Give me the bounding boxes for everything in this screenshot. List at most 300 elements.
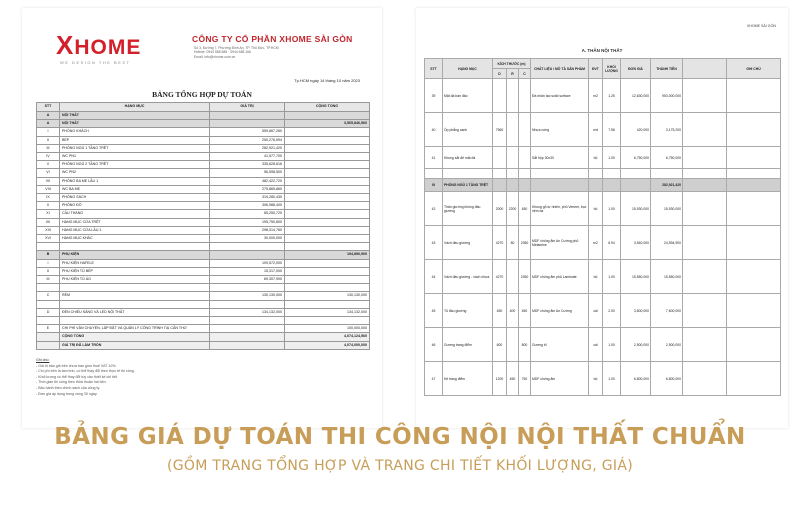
table-row <box>37 169 370 177</box>
cell-value <box>210 341 285 349</box>
note-line: - Chi phí trên là tạm tính, có thể thay đổi theo thực tế thi công. <box>36 369 135 374</box>
header-note: XHOME SÀI GÒN <box>746 24 776 28</box>
col-note: GHI CHÚ <box>727 59 781 79</box>
cell-d: 600 <box>493 328 507 362</box>
cell-c <box>519 79 531 113</box>
cell-amount: 282,921,420 <box>651 179 683 192</box>
cell-note <box>727 147 781 169</box>
cell-note <box>727 294 781 328</box>
table-row <box>37 226 370 234</box>
document-date: Tp.HCM ngày 14 tháng 10 năm 2023 <box>294 78 360 83</box>
table-row <box>37 317 370 325</box>
cell-stt: 45 <box>425 294 443 328</box>
cell-item: WC PN2 <box>60 169 210 177</box>
cell-d <box>493 169 507 179</box>
cell-total <box>285 210 370 218</box>
table-row <box>37 292 370 300</box>
cell-r: 80 <box>507 226 519 260</box>
cell-item: PHÒNG KHÁCH <box>60 128 210 136</box>
cell-r <box>507 179 519 192</box>
col-qty: KHỐI LƯỢNG <box>603 59 621 79</box>
cell-image <box>683 113 727 147</box>
cell-value <box>210 251 285 259</box>
notes-block <box>36 358 366 397</box>
cell-value <box>210 325 285 333</box>
note-line: - Thời gian thi công theo thỏa thuận hai bên. <box>36 380 107 385</box>
company-address <box>194 46 364 59</box>
cell-c: 750 <box>519 362 531 396</box>
cell-image <box>683 260 727 294</box>
cell-price: 6,750,000 <box>621 147 651 169</box>
cell-item: CỘNG TỔNG <box>60 333 210 341</box>
cell-stt: X <box>37 202 60 210</box>
cell-item: BẾP <box>60 136 210 144</box>
cell-d: 2000 <box>493 192 507 226</box>
cell-item: PHÒNG SÁCH <box>60 194 210 202</box>
cell-item: Kệ trang điểm <box>443 362 493 396</box>
cell-total <box>285 112 370 120</box>
cell-price: 6,800,000 <box>621 362 651 396</box>
cell-stt: C <box>37 292 60 300</box>
cell-value: 298,314,760 <box>210 226 285 234</box>
cell-r <box>507 113 519 147</box>
cell-amount: 15,550,000 <box>651 260 683 294</box>
cell-note <box>727 328 781 362</box>
cell-c <box>519 113 531 147</box>
cell-material: Gương bỉ <box>531 328 589 362</box>
cell-stt: XIII <box>37 226 60 234</box>
address-line: Số 3, Đường 7, Phường Bình An, TP. Thủ Đức, TP.HCM <box>194 46 279 50</box>
cell-qty: 7.56 <box>603 113 621 147</box>
cell-item: HẠNG MỤC CỬA TRỆT <box>60 218 210 226</box>
cell-stt: II <box>37 267 60 275</box>
cell-item: Vách đầu giường <box>443 226 493 260</box>
address-line: Email: info@xhome.com.vn <box>194 54 236 59</box>
cell-item: PHỤ KIỆN TỦ BẾP <box>60 267 210 275</box>
table-row <box>37 210 370 218</box>
cell-amount: 953,000,000 <box>651 79 683 113</box>
cell-image <box>683 147 727 169</box>
col-price: ĐƠN GIÁ <box>621 59 651 79</box>
table-row <box>37 284 370 292</box>
cell-material: Sắt hộp 30x30 <box>531 147 589 169</box>
cell-c: 800 <box>519 328 531 362</box>
cell-value <box>210 120 285 128</box>
col-size: KÍCH THƯỚC (m) <box>493 59 531 69</box>
cell-material: MDF chống ẩm phủ Laminate <box>531 260 589 294</box>
cell-unit: m2 <box>589 79 603 113</box>
cell-note <box>727 226 781 260</box>
col-c: C <box>519 69 531 79</box>
cell-item: Thân giường không đầu giường <box>443 192 493 226</box>
cell-stt <box>37 243 60 251</box>
cell-material: Đá nhân tạo solid surface <box>531 79 589 113</box>
cell-stt: E <box>37 325 60 333</box>
cell-value: 134,132,000 <box>210 308 285 316</box>
cell-qty: 1.00 <box>603 192 621 226</box>
cell-value: 109,572,000 <box>210 259 285 267</box>
cell-material <box>531 169 589 179</box>
detail-table-body <box>425 79 781 396</box>
cell-image <box>683 179 727 192</box>
table-row <box>37 120 370 128</box>
table-row <box>37 185 370 193</box>
col-stt: STT <box>37 103 60 112</box>
cell-item: RÈM <box>60 292 210 300</box>
summary-table-body <box>37 112 370 350</box>
table-row <box>37 161 370 169</box>
cell-value: 15,317,000 <box>210 267 285 275</box>
summary-document <box>22 8 382 428</box>
cell-material: Nhựa cứng <box>531 113 589 147</box>
cell-value: 56,598,500 <box>210 169 285 177</box>
cell-stt: IV <box>37 153 60 161</box>
note-line: - Giá trị báo giá trên chưa bao gồm thuế VAT 10%. <box>36 363 117 368</box>
cell-c <box>519 179 531 192</box>
cell-image <box>683 294 727 328</box>
cell-c: 2350 <box>519 226 531 260</box>
cell-d: 1200 <box>493 362 507 396</box>
cell-d <box>493 179 507 192</box>
cell-value <box>210 112 285 120</box>
cell-item: CHI PHÍ VẬN CHUYỂN, LẮP ĐẶT VÀ QUẢN LÝ CÔNG TRÌNH TẠI CẦN THƠ <box>60 325 210 333</box>
cell-total: 130,130,000 <box>285 292 370 300</box>
cell-stt <box>37 341 60 349</box>
cell-stt: II <box>37 136 60 144</box>
cell-item: Ốp phẳng cạnh <box>443 113 493 147</box>
cell-amount: 15,930,000 <box>651 192 683 226</box>
table-header-row <box>425 59 781 69</box>
cell-stt <box>37 333 60 341</box>
table-row <box>37 202 370 210</box>
cell-amount: 6,800,000 <box>651 362 683 396</box>
cell-c: 450 <box>519 192 531 226</box>
cell-item: Vách đầu giường - vách nhựa <box>443 260 493 294</box>
cell-item: GIÁ TRỊ ĐÃ LÀM TRÒN <box>60 341 210 349</box>
cell-total <box>285 300 370 308</box>
cell-stt: A <box>37 112 60 120</box>
cell-stt <box>425 169 443 179</box>
cell-r <box>507 79 519 113</box>
cell-c <box>519 147 531 169</box>
cell-item: PHỤ KIỆN HAFELE <box>60 259 210 267</box>
cell-price: 15,550,000 <box>621 260 651 294</box>
cell-material: MDF chống ẩm An Cường <box>531 294 589 328</box>
cell-d: 4270 <box>493 260 507 294</box>
cell-value: 69,307,900 <box>210 276 285 284</box>
table-row <box>425 179 781 192</box>
table-row <box>37 112 370 120</box>
cell-item: PHÒNG NGỦ 2 TẦNG TRỆT <box>60 161 210 169</box>
cell-value: 282,921,420 <box>210 144 285 152</box>
cell-total <box>285 243 370 251</box>
cell-stt: 43 <box>425 226 443 260</box>
cell-r: 400 <box>507 294 519 328</box>
cell-item: PHÒNG NGỦ 1 TẦNG TRỆT <box>443 179 493 192</box>
table-row <box>37 218 370 226</box>
cell-item <box>60 284 210 292</box>
cell-r: 450 <box>507 362 519 396</box>
cell-unit: bộ <box>589 192 603 226</box>
table-row <box>37 128 370 136</box>
cell-total <box>285 226 370 234</box>
cell-value: 30,000,000 <box>210 235 285 243</box>
cell-value: 275,865,860 <box>210 185 285 193</box>
cell-total <box>285 185 370 193</box>
cell-material: MDF chống ẩm An Cường phủ Melamine <box>531 226 589 260</box>
logo-slogan: WE DESIGN THE BEST <box>60 60 131 65</box>
table-row <box>425 147 781 169</box>
cell-item <box>60 243 210 251</box>
cell-total <box>285 259 370 267</box>
note-line: - Đơn giá áp dụng trong vòng 30 ngày. <box>36 391 98 396</box>
cell-stt: III <box>37 144 60 152</box>
col-total: CỘNG TỔNG <box>285 103 370 112</box>
cell-image <box>683 328 727 362</box>
cell-value: 319,280,430 <box>210 194 285 202</box>
note-line: - Khối lượng có thể thay đổi tùy vào thiết kế chi tiết. <box>36 374 118 379</box>
table-row <box>425 328 781 362</box>
document-title: BẢNG TỔNG HỢP DỰ TOÁN <box>152 90 252 99</box>
cell-item: PHỤ KIỆN TỦ ÁO <box>60 276 210 284</box>
cell-c <box>519 169 531 179</box>
cell-qty: 1.00 <box>603 260 621 294</box>
cell-qty: 1.00 <box>603 362 621 396</box>
cell-stt: VIII <box>37 185 60 193</box>
table-row <box>37 243 370 251</box>
cell-price: 3,540,000 <box>621 226 651 260</box>
cell-qty <box>603 179 621 192</box>
cell-total: 3,565,846,560 <box>285 120 370 128</box>
address-line: Hotline: 0944 588 688 · 0944 688 166 <box>194 50 251 55</box>
cell-stt: B <box>37 251 60 259</box>
cell-value: 65,250,720 <box>210 210 285 218</box>
detail-table <box>424 58 781 396</box>
cell-item <box>60 300 210 308</box>
col-item: HẠNG MỤC <box>443 59 493 79</box>
table-row <box>37 235 370 243</box>
col-item: HẠNG MỤC <box>60 103 210 112</box>
table-row <box>425 79 781 113</box>
cell-unit: cái <box>589 294 603 328</box>
col-unit: ĐVT <box>589 59 603 79</box>
cell-material <box>531 179 589 192</box>
cell-value <box>210 243 285 251</box>
cell-note <box>727 260 781 294</box>
cell-unit: m2 <box>589 226 603 260</box>
cell-amount: 2,500,000 <box>651 328 683 362</box>
col-r: R <box>507 69 519 79</box>
cell-stt: 44 <box>425 260 443 294</box>
cell-total: 134,132,000 <box>285 308 370 316</box>
table-row <box>37 194 370 202</box>
table-row <box>37 308 370 316</box>
cell-image <box>683 362 727 396</box>
cell-stt <box>37 284 60 292</box>
col-image <box>683 59 727 79</box>
cell-item: Khung sắt đế mặt đá <box>443 147 493 169</box>
summary-table <box>36 102 370 350</box>
cell-item: Mặt đá bàn đảo <box>443 79 493 113</box>
cell-note <box>727 362 781 396</box>
cell-price: 3,800,000 <box>621 294 651 328</box>
cell-item: PHÒNG BA MẸ LẦU 1 <box>60 177 210 185</box>
cell-image <box>683 192 727 226</box>
cell-image <box>683 169 727 179</box>
cell-total <box>285 144 370 152</box>
cell-stt: III <box>425 179 443 192</box>
cell-image <box>683 226 727 260</box>
cell-price <box>621 169 651 179</box>
cell-value: 335,628,616 <box>210 161 285 169</box>
cell-stt: 40 <box>425 113 443 147</box>
table-row <box>425 294 781 328</box>
table-row <box>37 136 370 144</box>
cell-item: Tủ đầu giường <box>443 294 493 328</box>
cell-qty: 2.00 <box>603 294 621 328</box>
cell-total <box>285 202 370 210</box>
cell-total <box>285 267 370 275</box>
cell-r <box>507 260 519 294</box>
table-row <box>37 259 370 267</box>
table-row <box>425 226 781 260</box>
cell-unit: bộ <box>589 260 603 294</box>
cell-value <box>210 284 285 292</box>
table-row <box>37 267 370 275</box>
cell-unit: md <box>589 113 603 147</box>
headline: BẢNG GIÁ DỰ TOÁN THI CÔNG NỘI NỘI THẤT CHUẨN <box>54 424 746 450</box>
cell-qty: 1.00 <box>603 147 621 169</box>
cell-stt: III <box>37 276 60 284</box>
cell-total: 100,000,000 <box>285 325 370 333</box>
cell-amount: 7,600,000 <box>651 294 683 328</box>
col-amount: THÀNH TIỀN <box>651 59 683 79</box>
cell-d <box>493 79 507 113</box>
col-stt: STT <box>425 59 443 79</box>
cell-stt: VI <box>37 169 60 177</box>
cell-total <box>285 276 370 284</box>
xhome-logo: XHOME <box>56 30 142 60</box>
subheadline: (GỒM TRANG TỔNG HỢP VÀ TRANG CHI TIẾT KHỐI LƯỢNG, GIÁ) <box>167 458 633 474</box>
cell-stt: XVI <box>37 235 60 243</box>
cell-qty: 1.25 <box>603 79 621 113</box>
cell-stt: XI <box>37 210 60 218</box>
cell-note <box>727 113 781 147</box>
cell-total <box>285 128 370 136</box>
cell-value <box>210 317 285 325</box>
cell-value: 559,667,260 <box>210 128 285 136</box>
table-row <box>37 144 370 152</box>
table-row <box>425 362 781 396</box>
cell-amount: 24,594,900 <box>651 226 683 260</box>
note-line: - Bảo hành theo chính sách của công ty. <box>36 385 101 390</box>
cell-value: 250,276,594 <box>210 136 285 144</box>
section-title: A. THÂN NỘI THẤT <box>581 48 623 53</box>
cell-d: 4270 <box>493 226 507 260</box>
table-row <box>37 341 370 349</box>
cell-amount: 3,175,200 <box>651 113 683 147</box>
cell-value: 41,577,700 <box>210 153 285 161</box>
cell-stt: 46 <box>425 328 443 362</box>
cell-value: 482,422,720 <box>210 177 285 185</box>
cell-item: HẠNG MỤC CỬA LẦU 1 <box>60 226 210 234</box>
table-row <box>425 260 781 294</box>
cell-total <box>285 317 370 325</box>
cell-total <box>285 177 370 185</box>
cell-value: 306,988,400 <box>210 202 285 210</box>
cell-price: 420,000 <box>621 113 651 147</box>
cell-total <box>285 136 370 144</box>
cell-price <box>621 179 651 192</box>
company-name: CÔNG TY CỔ PHẦN XHOME SÀI GÒN <box>192 34 353 44</box>
notes-heading: Ghi chú: <box>36 358 50 362</box>
cell-stt <box>37 317 60 325</box>
cell-note <box>727 79 781 113</box>
cell-r <box>507 147 519 169</box>
cell-unit: cái <box>589 328 603 362</box>
cell-price: 2,500,000 <box>621 328 651 362</box>
cell-item: NỘI THẤT <box>60 120 210 128</box>
cell-c: 450 <box>519 294 531 328</box>
cell-amount <box>651 169 683 179</box>
table-row <box>425 113 781 147</box>
table-row <box>37 300 370 308</box>
col-value: GIÁ TRỊ <box>210 103 285 112</box>
cell-price: 12,630,000 <box>621 79 651 113</box>
cell-item: Gương trang điểm <box>443 328 493 362</box>
table-row <box>37 333 370 341</box>
cell-item: WC BA MẸ <box>60 185 210 193</box>
cell-amount: 6,750,000 <box>651 147 683 169</box>
cell-qty <box>603 169 621 179</box>
cell-total <box>285 169 370 177</box>
cell-total <box>285 161 370 169</box>
col-material: CHẤT LIỆU / MÔ TẢ SẢN PHẨM <box>531 59 589 79</box>
cell-total <box>285 284 370 292</box>
cell-total: 4,074,000,000 <box>285 341 370 349</box>
table-row <box>425 192 781 226</box>
cell-stt: D <box>37 308 60 316</box>
cell-qty: 6.94 <box>603 226 621 260</box>
cell-stt: 42 <box>425 192 443 226</box>
cell-item <box>443 169 493 179</box>
cell-value <box>210 300 285 308</box>
cell-note <box>727 169 781 179</box>
cell-stt: A <box>37 120 60 128</box>
cell-unit: bộ <box>589 362 603 396</box>
notes-list <box>36 364 366 398</box>
cell-item: WC PN1 <box>60 153 210 161</box>
cell-value <box>210 333 285 341</box>
cell-stt: IX <box>37 194 60 202</box>
cell-material: Khung gỗ tự nhiên, phủ Veneer, bọc nệm da <box>531 192 589 226</box>
cell-total <box>285 153 370 161</box>
cell-note <box>727 179 781 192</box>
cell-r <box>507 169 519 179</box>
cell-r: 2200 <box>507 192 519 226</box>
table-row <box>37 153 370 161</box>
cell-unit <box>589 179 603 192</box>
cell-stt: XII <box>37 218 60 226</box>
cell-total <box>285 235 370 243</box>
cell-item: CẦU THANG <box>60 210 210 218</box>
cell-item: PHÒNG ĐỒ <box>60 202 210 210</box>
table-row <box>37 251 370 259</box>
cell-stt: 41 <box>425 147 443 169</box>
cell-total: 194,896,900 <box>285 251 370 259</box>
cell-unit <box>589 169 603 179</box>
cell-note <box>727 192 781 226</box>
